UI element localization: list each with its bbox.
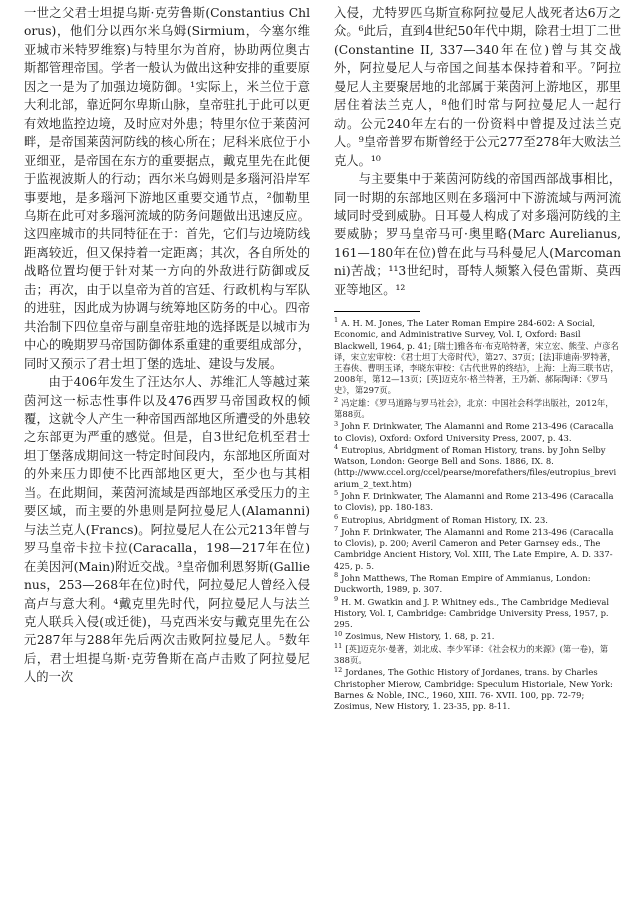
footnote-number: 5 — [334, 489, 339, 498]
footnote-number: 3 — [334, 419, 339, 428]
footnote-text: Jordanes, The Gothic History of Jordanes, trans. by Charles Christopher Mierow, Cambridge: Speculum Historiale, New York: Barnes & Noble, INC., 1960, XIII. 76- XVII. 100, pp. 72-79; Zosimus, New History, 1. 23-35, pp. 8-11. — [334, 667, 613, 712]
footnote-text: Eutropius, Abridgment of Roman History, trans. by John Selby Watson, London: George Bell and Sons. 1886, IX. 8. (http://www.ccel.org/ccel/pearse/morefathers/files/eutropius_breviarium_2_text.htm) — [334, 445, 617, 489]
footnote-divider — [334, 311, 420, 312]
footnote-number: 10 — [334, 629, 343, 638]
footnote-number: 1 — [334, 316, 339, 325]
footnote-number: 8 — [334, 571, 339, 580]
footnote-text: [英]迈克尔·曼著，刘北成、李少军译：《社会权力的来源》(第一卷)，第388页。 — [334, 643, 609, 666]
footnote-text: Zosimus, New History, 1. 68, p. 21. — [345, 631, 495, 642]
footnote-number: 11 — [334, 642, 343, 651]
footnote — [334, 398, 621, 420]
footnote-text: H. M. Gwatkin and J. P. Whitney eds., The Cambridge Medieval History, Vol. I, Cambridge: Cambridge University Press, 1957, p. 295. — [334, 596, 610, 630]
footnote — [334, 573, 621, 595]
footnote-text: A. H. M. Jones, The Later Roman Empire 284-602: A Social, Economic, and Administrative Survey, Vol. I, Oxford: Basil Blackwell, 1964, p. 41; [瑞士]雅各布·布克哈特著，宋立宏、熊莹、卢彦名译，宋立宏审校：《君士坦丁大帝时代》，第27、37页；[法]菲迪南·罗特著，王春侠、曹明玉译，李晓东审校：《古代世界的终结》，上海：上海三联书店，2008年，第12—13页；[英]迈克尔·格兰特著，王乃新、郝际陶译：《罗马史》，第297页。 — [334, 318, 619, 396]
body-paragraph: 入侵，尤特罗匹乌斯宣称阿拉曼尼人战死者达6万之众。⁶此后，直到4世纪50年代中期，除君士坦丁二世(Constantine II, 337—340年在位)曾与其交战外，阿拉曼尼人与帝国之间基本保持着和平。⁷阿拉曼尼人主要聚居地的北部属于莱茵河上游地区，那里居住着法兰克人，⁸他们时常与阿拉曼尼人一起行动。公元240年左右的一份资料中曾提及过法兰克人。⁹皇帝普罗布斯曾经于公元277至278年大败法兰克人。¹⁰ — [334, 6, 621, 168]
left-column — [24, 4, 310, 687]
footnote — [334, 667, 621, 712]
footnote-number: 9 — [334, 594, 339, 603]
footnote-text: John F. Drinkwater, The Alamanni and Rome 213-496 (Caracalla to Clovis), p. 200; Averil Cameron and Peter Garnsey eds., The Cambridge Ancient History, Vol. XIII, The Late Empire, A. D. 337-425, p. 5. — [334, 527, 614, 571]
right-column — [334, 4, 621, 713]
footnote — [334, 491, 621, 513]
body-paragraph: 一世之父君士坦提乌斯·克劳鲁斯(Constantius Chlorus)，他们分以西尔米乌姆(Sirmium，今塞尔维亚城市米特罗维察)与特里尔为首府，协助两位奥古斯都管理帝国。学者一般认为做出这种安排的重要原因之一是为了加强边境防御。¹实际上，米兰位于意大利北部，靠近阿尔卑斯山脉，皇帝驻扎于此可以更有效地监控边境，及时应对外患；特里尔位于莱茵河畔，是帝国莱茵河防线的核心所在；尼科米底位于小亚细亚，是帝国在东方的重要据点，戴克里先在此便于监视波斯人的行动；西尔米乌姆则是多瑙河沿岸军事要地，是多瑙河下游地区重要交通节点，²伽勒里乌斯在此可对多瑙河流域的防务问题做出迅速反应。这四座城市的共同特征在于：首先，它们与边境防线距离较近，但又保持着一定距离；其次，各自所处的战略位置均便于针对某一方向的外敌进行防御或反击；再次，由于以皇帝为首的宫廷、行政机构与军队的进驻，因此成为协调与统筹地区防务的中心。四帝共治制下四位皇帝与副皇帝驻地的选择既是以城市为中心的晚期罗马帝国防御体系重建的重要组成部分，同时又预示了君士坦丁堡的选址、建设与发展。 — [24, 6, 310, 371]
footnote — [334, 631, 621, 642]
footnote-number: 7 — [334, 525, 339, 534]
footnote — [334, 527, 621, 572]
footnote-text: John F. Drinkwater, The Alamanni and Rome 213-496 (Caracalla to Clovis), Oxford: Oxford University Press, 2007, p. 43. — [334, 421, 614, 443]
footnote-text: John Matthews, The Roman Empire of Ammianus, London: Duckworth, 1989, p. 307. — [334, 573, 591, 595]
footnote — [334, 512, 621, 526]
footnote — [334, 644, 621, 666]
footnotes — [334, 318, 621, 712]
footnote — [334, 445, 621, 490]
footnote-number: 12 — [334, 665, 343, 674]
footnote — [334, 421, 621, 443]
footnote-text: Eutropius, Abridgment of Roman History, IX. 23. — [341, 514, 548, 525]
body-paragraph: 由于406年发生了汪达尔人、苏维汇人等越过莱茵河这一标志性事件以及476西罗马帝国政权的倾覆，这就令人产生一种帝国西部地区所遭受的外患较之东部更为严重的感觉。但是，自3世纪危机至君士坦丁堡落成期间这一特定时间段内，东部地区所面对的外来压力即使不比西部地区更大，至少也与其相当。在此期间，莱茵河流域是西部地区承受压力的主要区域，而主要的外患则是阿拉曼尼人(Alamanni)与法兰克人(Francs)。阿拉曼尼人在公元213年曾与罗马皇帝卡拉卡拉(Caracalla，198—217年在位)在美因河(Main)附近交战。³皇帝伽利恩努斯(Gallienus，253—268年在位)时代，阿拉曼尼人曾经入侵高卢与意大利。⁴戴克里先时代，阿拉曼尼人与法兰克人联兵入侵(或迁徙)，马克西米安与戴克里先在公元287年与288年先后两次击败阿拉曼尼人。⁵数年后，君士坦提乌斯·克劳鲁斯在高卢击败了阿拉曼尼人的一次 — [24, 375, 310, 685]
footnote — [334, 594, 621, 631]
footnote-text: John F. Drinkwater, The Alamanni and Rome 213-496 (Caracalla to Clovis), pp. 180-183. — [334, 491, 614, 513]
body-paragraph: 与主要集中于莱茵河防线的帝国西部战事相比，同一时期的东部地区则在多瑙河中下游流域与两河流域同时受到威胁。日耳曼人构成了对多瑙河防线的主要威胁；罗马皇帝马可·奥里略(Marc Aurelianus, 161—180年在位)曾在此与马科曼尼人(Marcomanni)苦战；¹¹3世纪时，哥特人频繁入侵色雷斯、莫西亚等地区。¹² — [334, 172, 621, 297]
footnote-number: 6 — [334, 512, 339, 521]
footnote-number: 4 — [334, 443, 339, 452]
footnote-text: 冯定雄：《罗马道路与罗马社会》，北京：中国社会科学出版社，2012年，第88页。 — [334, 397, 614, 420]
footnote-number: 2 — [334, 396, 339, 405]
footnote — [334, 318, 621, 396]
